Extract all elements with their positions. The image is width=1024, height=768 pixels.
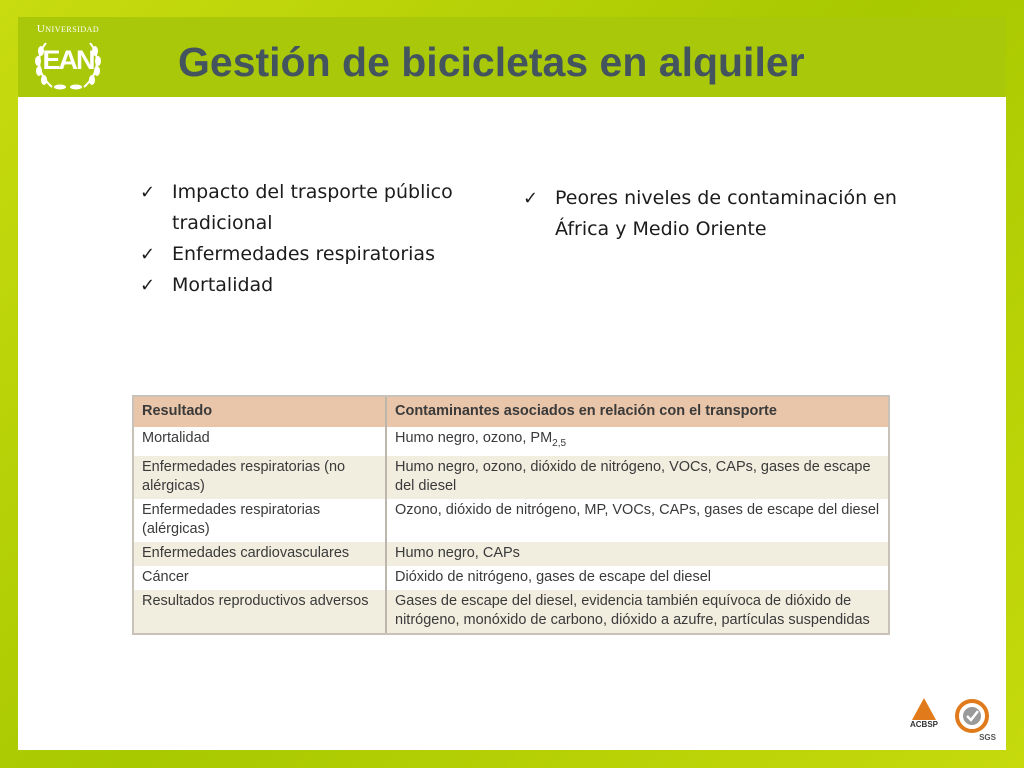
cell-contaminantes: Humo negro, ozono, $PM_{2,5}$ [386,427,888,456]
table-header-contaminantes: Contaminantes asociados en relación con el transporte [386,397,888,427]
sgs-label: SGS [979,733,996,742]
cell-resultado: Enfermedades respiratorias (alérgicas) [134,499,386,542]
cell-contaminantes: Dióxido de nitrógeno, gases de escape del diesel [386,566,888,590]
left-bullet-list [138,177,498,301]
cell-contaminantes: Humo negro, CAPs [386,542,888,566]
acbsp-triangle-icon [912,698,936,720]
table-row [134,427,888,456]
table-row [134,542,888,566]
table-row [134,456,888,499]
check-icon: ✓ [140,244,156,265]
accreditation-badges [904,698,1000,742]
ean-logo [26,21,110,95]
pm-subscript: 2,5 [552,437,567,449]
logo-university-text: Universidad [36,23,100,35]
table-row [134,499,888,542]
bullet-item: ✓ Peores niveles de contaminación en África y Medio Oriente [521,183,921,245]
right-bullet-list [521,183,921,245]
sgs-badge [954,698,996,742]
cell-resultado: Cáncer [134,566,386,590]
bullet-item: ✓ Mortalidad [138,270,498,301]
check-icon: ✓ [523,188,539,209]
table-row [134,566,888,590]
cell-contaminantes: Humo negro, ozono, dióxido de nitrógeno, VOCs, CAPs, gases de escape del diesel [386,456,888,499]
table-header-resultado: Resultado [134,397,386,427]
acbsp-label: ACBSP [909,720,938,729]
sgs-seal-icon [954,698,994,734]
pollutants-table [134,397,888,633]
slide [18,17,1006,750]
cell-contaminantes: Gases de escape del diesel, evidencia también equívoca de dióxido de nitrógeno, monóxido de carbono, dióxido a azufre, partículas suspendidas [386,590,888,633]
bullet-item: ✓ Impacto del trasporte público tradicional [138,177,498,239]
acbsp-badge [904,698,944,742]
cell-resultado: Enfermedades cardiovasculares [134,542,386,566]
cell-contaminantes: Ozono, dióxido de nitrógeno, MP, VOCs, CAPs, gases de escape del diesel [386,499,888,542]
table-row [134,590,888,633]
cell-resultado: Enfermedades respiratorias (no alérgicas) [134,456,386,499]
header-bar [18,17,1006,97]
cell-resultado: Resultados reproductivos adversos [134,590,386,633]
page-title: Gestión de bicicletas en alquiler [178,39,805,85]
table-header-row [134,397,888,427]
check-icon: ✓ [140,275,156,296]
logo-ean-text: EAN [42,45,94,75]
bullet-item: ✓ Enfermedades respiratorias [138,239,498,270]
cell-resultado: Mortalidad [134,427,386,456]
check-icon: ✓ [140,182,156,203]
